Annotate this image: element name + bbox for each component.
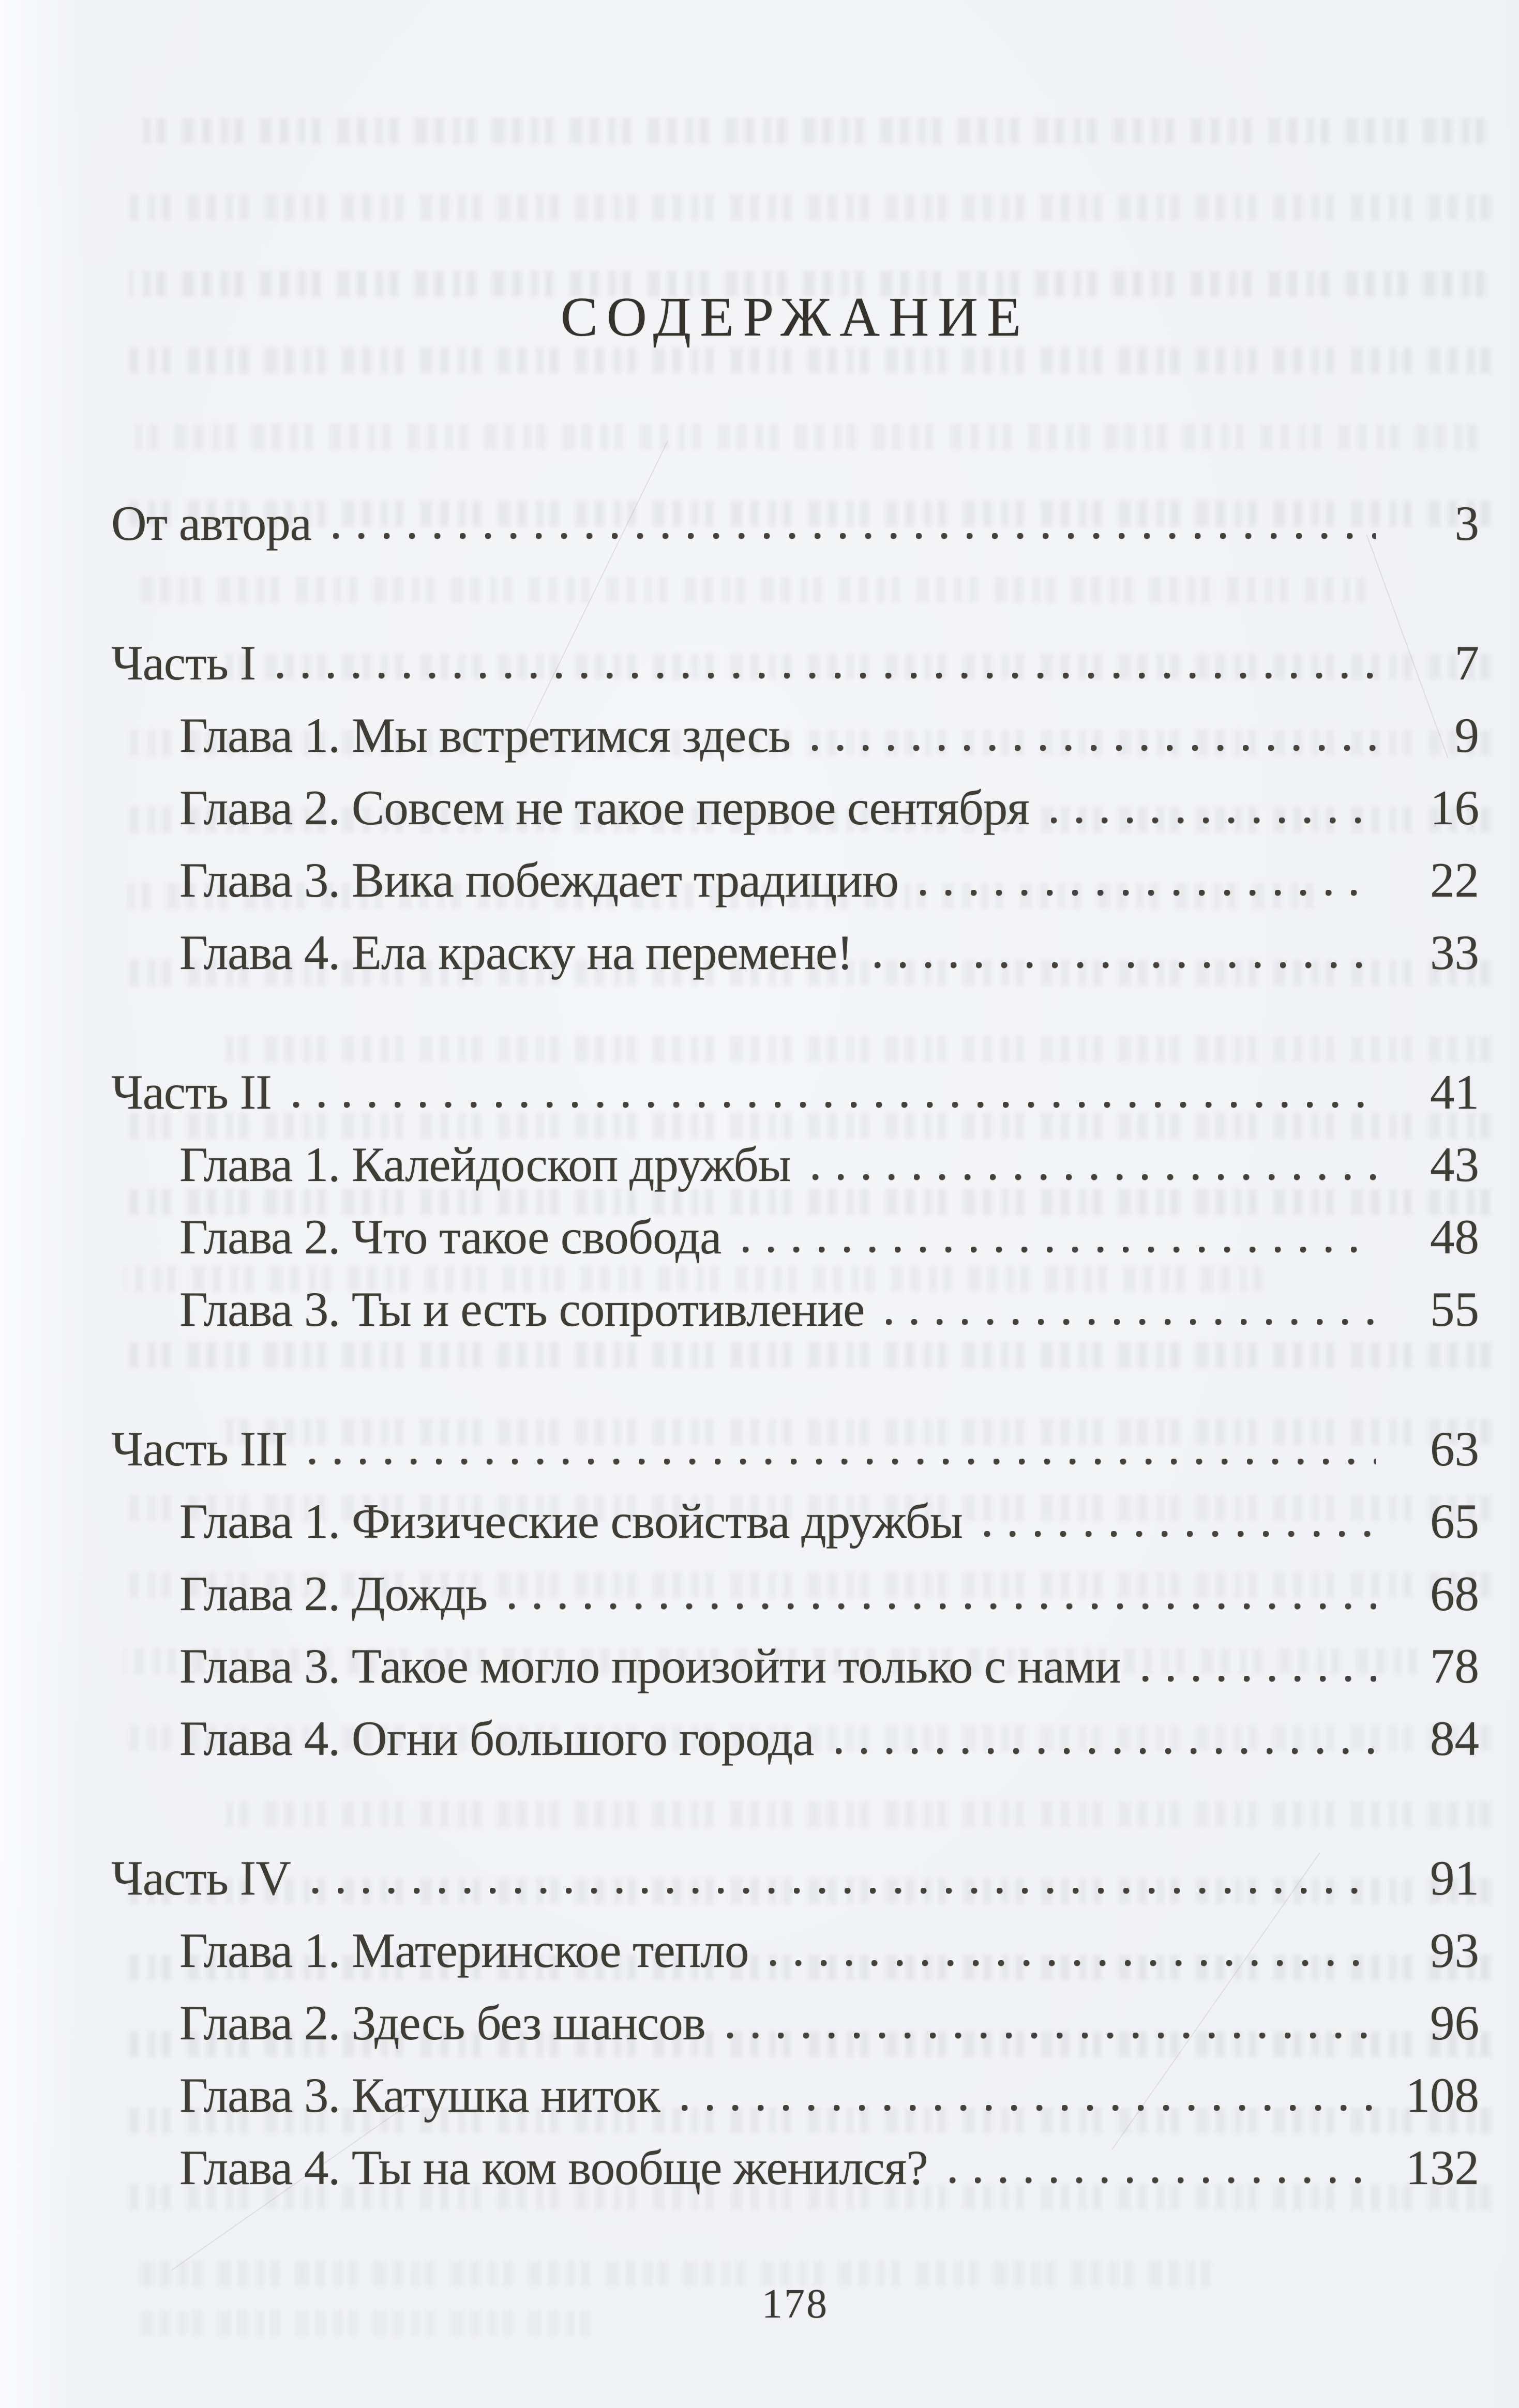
toc-entry-page: 43 bbox=[1430, 1137, 1479, 1192]
dot-leader bbox=[875, 928, 1376, 977]
page-title: СОДЕРЖАНИЕ bbox=[560, 286, 1030, 348]
toc-entry-page: 22 bbox=[1430, 853, 1479, 907]
toc-entry-page: 48 bbox=[1430, 1209, 1479, 1264]
toc-entry-label: От автора bbox=[111, 496, 311, 551]
dot-leader bbox=[743, 1213, 1376, 1262]
toc-entry bbox=[111, 780, 1479, 835]
toc-entry-page: 7 bbox=[1454, 635, 1479, 690]
dot-leader bbox=[836, 1714, 1376, 1763]
toc-entry-label: Глава 2. Здесь без шансов bbox=[179, 1995, 705, 2050]
toc-entry-label: Глава 1. Калейдоскоп дружбы bbox=[179, 1137, 791, 1192]
toc-entry bbox=[111, 1995, 1479, 2050]
toc-entry-page: 84 bbox=[1430, 1711, 1479, 1766]
folio-page-number: 178 bbox=[762, 2281, 829, 2327]
toc-entry bbox=[111, 1137, 1479, 1192]
toc-entry bbox=[111, 1923, 1479, 1978]
toc-entry bbox=[111, 1566, 1479, 1621]
toc-entry bbox=[111, 1421, 1479, 1476]
toc-entry-page: 63 bbox=[1430, 1421, 1479, 1476]
toc-entry-label: Часть IV bbox=[111, 1851, 291, 1905]
toc-entry bbox=[111, 1639, 1479, 1693]
toc-entry-page: 93 bbox=[1430, 1923, 1479, 1978]
toc-entry-page: 9 bbox=[1454, 708, 1479, 763]
toc-entry-page: 55 bbox=[1430, 1282, 1479, 1337]
dot-leader bbox=[309, 1425, 1376, 1474]
toc-entry-label: Часть III bbox=[111, 1421, 288, 1476]
dot-leader bbox=[509, 1569, 1376, 1618]
toc-entry-label: Глава 4. Огни большого города bbox=[179, 1711, 814, 1766]
dot-leader bbox=[293, 1068, 1376, 1117]
dot-leader bbox=[770, 1926, 1376, 1975]
dot-leader bbox=[1142, 1642, 1376, 1691]
toc-entry-page: 65 bbox=[1430, 1494, 1479, 1549]
table-of-contents bbox=[111, 496, 1479, 2195]
dot-leader bbox=[984, 1497, 1376, 1546]
toc-entry-label: Глава 2. Совсем не такое первое сентября bbox=[179, 780, 1030, 835]
dot-leader bbox=[312, 1854, 1376, 1903]
toc-entry bbox=[111, 496, 1479, 551]
toc-entry bbox=[111, 1851, 1479, 1905]
dot-leader bbox=[1051, 783, 1376, 832]
toc-entry-page: 108 bbox=[1405, 2068, 1479, 2123]
dot-leader bbox=[812, 711, 1376, 760]
toc-entry bbox=[111, 2068, 1479, 2123]
toc-entry-label: Глава 3. Ты и есть сопротивление bbox=[179, 1282, 865, 1337]
toc-entry-label: Глава 1. Материнское тепло bbox=[179, 1923, 749, 1978]
toc-entry-page: 16 bbox=[1430, 780, 1479, 835]
dot-leader bbox=[333, 499, 1376, 548]
toc-entry-label: Глава 4. Ты на ком вообще женился? bbox=[179, 2140, 928, 2195]
toc-entry-page: 91 bbox=[1430, 1851, 1479, 1905]
dot-leader bbox=[682, 2071, 1376, 2120]
toc-entry-page: 41 bbox=[1430, 1065, 1479, 1119]
toc-entry-label: Глава 1. Физические свойства дружбы bbox=[179, 1494, 962, 1549]
toc-entry-page: 68 bbox=[1430, 1566, 1479, 1621]
toc-entry bbox=[111, 2140, 1479, 2195]
dot-leader bbox=[277, 639, 1376, 688]
toc-entry bbox=[111, 925, 1479, 980]
toc-entry bbox=[111, 635, 1479, 690]
toc-entry-label: Глава 3. Катушка ниток bbox=[179, 2068, 660, 2123]
dot-leader bbox=[950, 2143, 1376, 2192]
toc-entry bbox=[111, 1494, 1479, 1549]
toc-entry bbox=[111, 1282, 1479, 1337]
toc-entry bbox=[111, 1065, 1479, 1119]
toc-entry-label: Часть II bbox=[111, 1065, 272, 1119]
toc-entry-label: Глава 3. Такое могло произойти только с нами bbox=[179, 1639, 1121, 1693]
dot-leader bbox=[886, 1285, 1376, 1334]
toc-entry-page: 96 bbox=[1430, 1995, 1479, 2050]
toc-entry-label: Глава 3. Вика побеждает традицию bbox=[179, 853, 899, 907]
toc-entry bbox=[111, 853, 1479, 907]
toc-entry bbox=[111, 708, 1479, 763]
toc-entry bbox=[111, 1711, 1479, 1766]
toc-entry-label: Глава 2. Что такое свобода bbox=[179, 1209, 721, 1264]
toc-entry-page: 132 bbox=[1405, 2140, 1479, 2195]
toc-entry-label: Глава 4. Ела краску на перемене! bbox=[179, 925, 853, 980]
dot-leader bbox=[813, 1140, 1376, 1189]
toc-entry-page: 78 bbox=[1430, 1639, 1479, 1693]
toc-entry-label: Глава 1. Мы встретимся здесь bbox=[179, 708, 790, 763]
dot-leader bbox=[920, 856, 1376, 905]
dot-leader bbox=[727, 1998, 1376, 2048]
toc-entry-page: 3 bbox=[1454, 496, 1479, 551]
toc-entry-label: Глава 2. Дождь bbox=[179, 1566, 488, 1621]
toc-entry bbox=[111, 1209, 1479, 1264]
toc-entry-page: 33 bbox=[1430, 925, 1479, 980]
toc-entry-label: Часть I bbox=[111, 635, 256, 690]
